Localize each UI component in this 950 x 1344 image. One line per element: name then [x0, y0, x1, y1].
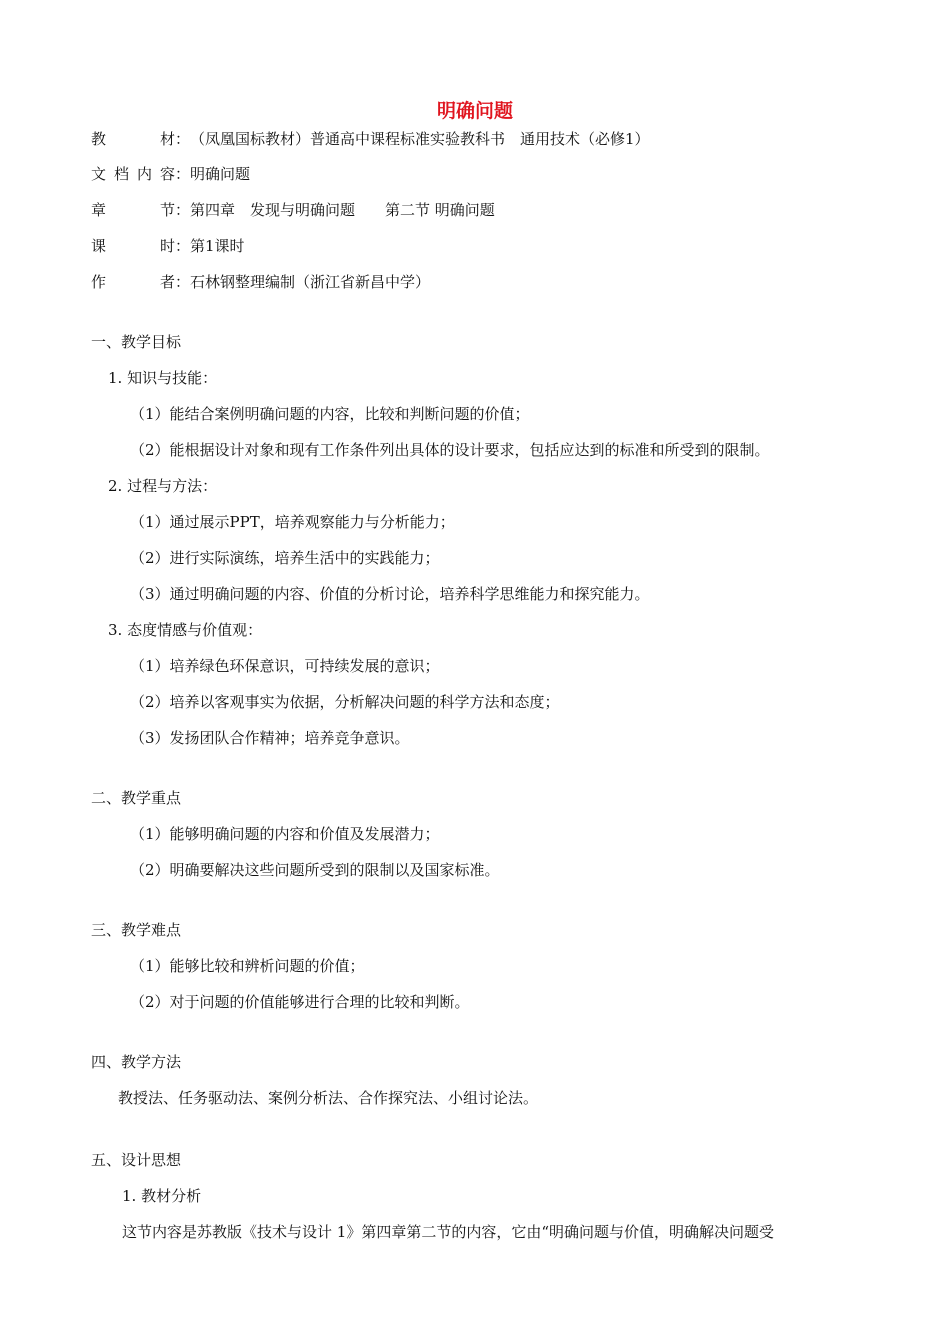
- subsection-heading-material-analysis: 1. 教材分析: [122, 1187, 202, 1205]
- methods-text: 教授法、任务驱动法、案例分析法、合作探究法、小组讨论法。: [118, 1089, 539, 1107]
- meta-value: （凤凰国标教材）普通高中课程标准实验教科书 通用技术（必修1）: [190, 130, 650, 148]
- meta-value: 第1课时: [190, 237, 245, 255]
- subsection-heading-attitude: 3. 态度情感与价值观：: [108, 621, 263, 639]
- meta-label: 作 者: [91, 273, 175, 291]
- meta-value: 明确问题: [190, 165, 251, 183]
- list-item: （1）培养绿色环保意识，可持续发展的意识；: [130, 657, 440, 675]
- section-heading-difficulties: 三、教学难点: [91, 921, 182, 939]
- meta-value: 第四章 发现与明确问题 第二节 明确问题: [190, 201, 495, 219]
- meta-content: 文档内容：明确问题: [91, 165, 251, 183]
- list-item: （2）对于问题的价值能够进行合理的比较和判断。: [130, 993, 470, 1011]
- meta-label: 文档内容: [91, 165, 175, 183]
- list-item: （1）能结合案例明确问题的内容，比较和判断问题的价值；: [130, 405, 530, 423]
- section-heading-design: 五、设计思想: [91, 1151, 182, 1169]
- subsection-heading-process: 2. 过程与方法：: [108, 477, 218, 495]
- meta-label: 章 节: [91, 201, 175, 219]
- list-item: （2）进行实际演练，培养生活中的实践能力；: [130, 549, 440, 567]
- list-item: （3）发扬团队合作精神；培养竞争意识。: [130, 729, 410, 747]
- section-heading-key-points: 二、教学重点: [91, 789, 182, 807]
- list-item: （1）能够比较和辨析问题的价值；: [130, 957, 365, 975]
- meta-value: 石林钢整理编制（浙江省新昌中学）: [190, 273, 431, 291]
- list-item: （1）能够明确问题的内容和价值及发展潜力；: [130, 825, 440, 843]
- material-analysis-text: 这节内容是苏教版《技术与设计 1》第四章第二节的内容，它由“明确问题与价值，明确解决问题受: [122, 1223, 774, 1241]
- list-item: （2）培养以客观事实为依据，分析解决问题的科学方法和态度；: [130, 693, 560, 711]
- section-heading-objectives: 一、教学目标: [91, 333, 182, 351]
- subsection-heading-knowledge: 1. 知识与技能：: [108, 369, 218, 387]
- meta-label: 教 材: [91, 130, 175, 148]
- meta-author: 作 者：石林钢整理编制（浙江省新昌中学）: [91, 273, 431, 291]
- meta-textbook: 教 材：（凤凰国标教材）普通高中课程标准实验教科书 通用技术（必修1）: [91, 130, 650, 148]
- section-heading-methods: 四、教学方法: [91, 1053, 182, 1071]
- meta-period: 课 时：第1课时: [91, 237, 245, 255]
- list-item: （3）通过明确问题的内容、价值的分析讨论，培养科学思维能力和探究能力。: [130, 585, 650, 603]
- list-item: （1）通过展示PPT，培养观察能力与分析能力；: [130, 513, 455, 531]
- meta-chapter: 章 节：第四章 发现与明确问题 第二节 明确问题: [91, 201, 495, 219]
- list-item: （2）明确要解决这些问题所受到的限制以及国家标准。: [130, 861, 500, 879]
- document-title: 明确问题: [436, 100, 513, 122]
- meta-label: 课 时: [91, 237, 175, 255]
- list-item: （2）能根据设计对象和现有工作条件列出具体的设计要求，包括应达到的标准和所受到的限制。: [130, 441, 770, 459]
